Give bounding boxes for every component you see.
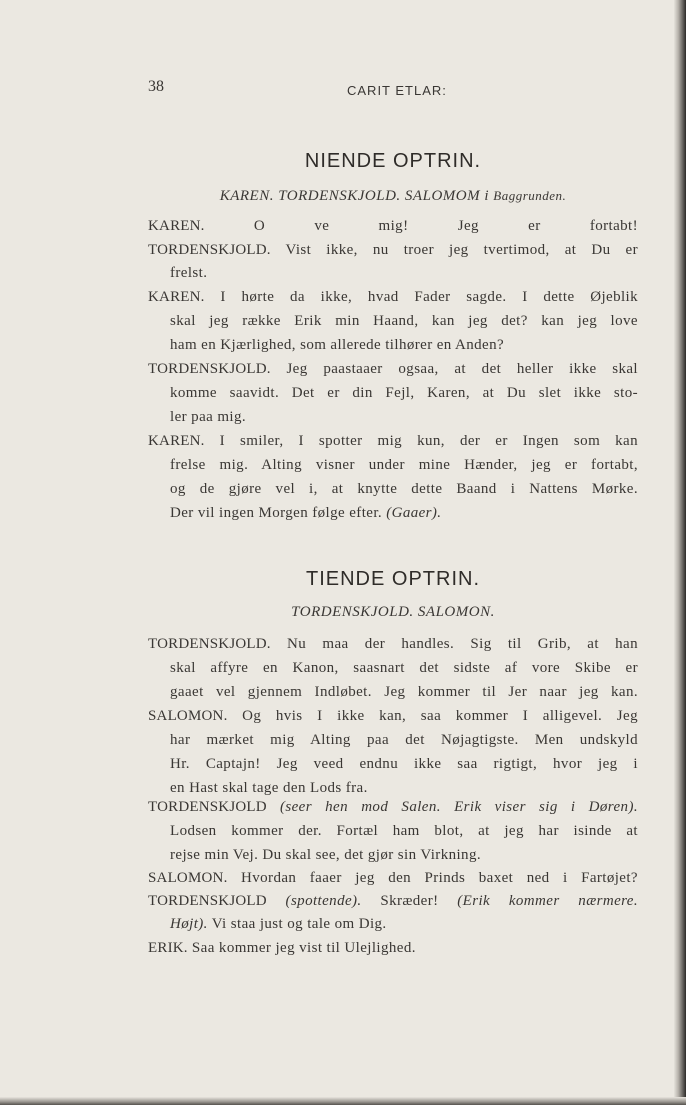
scene-10-title: TIENDE OPTRIN. — [305, 568, 480, 590]
text-line — [170, 385, 638, 402]
speaker-name: TORDENSKJOLD. — [148, 361, 271, 377]
dialogue-text: Hr. Captajn! Jeg veed endnu ikke saa rigtigt, hvor jeg i — [170, 756, 638, 772]
text-line — [148, 242, 638, 259]
text-line — [148, 940, 638, 957]
dialogue-text: og de gjøre vel i, at knytte dette Baand i Nattens Mørke. — [170, 481, 638, 497]
speaker-name: KAREN. — [148, 289, 205, 305]
stage-direction: Højt). — [170, 916, 208, 932]
dialogue-text: skal jeg række Erik min Haand, kan jeg det? kan jeg love — [170, 313, 638, 329]
dialogue-text: Nu maa der handles. Sig til Grib, at han — [287, 636, 639, 652]
dialogue-text: gaaet vel gjennem Indløbet. Jeg kommer til Jer naar jeg kan. — [170, 684, 638, 700]
text-line — [170, 847, 638, 864]
dialogue-text: Vist ikke, nu troer jeg tvertimod, at Du er — [285, 242, 638, 258]
text-line — [170, 505, 638, 522]
dialogue-text: frelst. — [170, 265, 208, 281]
text-line — [170, 481, 638, 498]
dialogue-text: Saa kommer jeg vist til Ulejlighed. — [191, 940, 416, 956]
text-line — [170, 457, 638, 474]
dialogue-text: Hvordan faaer jeg den Prinds baxet ned i Fartøjet? — [241, 870, 638, 886]
dialogue-text: Skræder! — [380, 893, 439, 909]
text-line — [170, 823, 638, 840]
dialogue-text: Vi staa just og tale om Dig. — [211, 916, 387, 932]
text-line — [148, 361, 638, 378]
text-line — [170, 780, 638, 797]
dialogue-text: ler paa mig. — [170, 409, 247, 425]
text-line — [170, 660, 638, 677]
stage-direction: (Erik kommer nærmere. — [457, 893, 639, 909]
speaker-name: ERIK. — [148, 940, 188, 956]
dialogue-text: O ve mig! Jeg er fortabt! — [253, 218, 639, 234]
dialogue-text: I hørte da ikke, hvad Fader sagde. I dette Øjeblik — [220, 289, 638, 305]
dialogue-text: rejse min Vej. Du skal see, det gjør sin Virkning. — [170, 847, 482, 863]
speaker-name: TORDENSKJOLD. — [148, 242, 271, 258]
text-line — [170, 756, 638, 773]
text-line — [148, 636, 638, 653]
dialogue-text: I smiler, I spotter mig kun, der er Ingen som kan — [219, 433, 638, 449]
scene-9-cast-main: KAREN. TORDENSKJOLD. SALOMOM i — [219, 188, 490, 204]
scene-10-cast-main: TORDENSKJOLD. SALOMON. — [291, 604, 495, 620]
page-bottom-edge — [0, 1097, 686, 1105]
page-edge-shadow — [674, 0, 686, 1105]
dialogue-text: frelse mig. Alting visner under mine Hænder, jeg er fortabt, — [170, 457, 638, 473]
scene-10-cast — [148, 604, 638, 621]
text-line — [148, 799, 638, 816]
text-line — [170, 337, 638, 354]
page-number: 38 — [148, 78, 164, 95]
speaker-name: SALOMON. — [148, 870, 228, 886]
speaker-name: TORDENSKJOLD. — [148, 636, 271, 652]
dialogue-text: har mærket mig Alting paa det Nøjagtigste. Men undskyld — [170, 732, 638, 748]
text-line — [170, 916, 638, 933]
speaker-name: KAREN. — [148, 218, 205, 234]
dialogue-text: Lodsen kommer der. Fortæl ham blot, at jeg har isinde at — [170, 823, 638, 839]
speaker-name: SALOMON. — [148, 708, 228, 724]
page-header — [148, 78, 638, 102]
speaker-name: TORDENSKJOLD — [148, 799, 267, 815]
dialogue-text: skal affyre en Kanon, saasnart det sidste af vore Skibe er — [170, 660, 638, 676]
dialogue-text: komme saavidt. Det er din Fejl, Karen, at Du slet ikke sto- — [170, 385, 638, 401]
text-line — [170, 409, 638, 426]
text-line — [148, 289, 638, 306]
stage-direction: (Gaaer). — [386, 505, 442, 521]
text-line — [148, 893, 638, 910]
text-line — [148, 708, 638, 725]
dialogue-text: ham en Kjærlighed, som allerede tilhører en Anden? — [170, 337, 505, 353]
dialogue-text: Og hvis I ikke kan, saa kommer I alligevel. Jeg — [242, 708, 638, 724]
text-line — [170, 265, 638, 282]
dialogue-text: Der vil ingen Morgen følge efter. — [170, 505, 383, 521]
speaker-name: KAREN. — [148, 433, 205, 449]
text-line — [170, 732, 638, 749]
text-line — [170, 313, 638, 330]
text-line — [148, 870, 638, 887]
scene-9-cast — [148, 188, 638, 205]
scene-9-title: NIENDE OPTRIN. — [304, 150, 482, 172]
dialogue-text: Jeg paastaaer ogsaa, at det heller ikke skal — [286, 361, 638, 377]
text-line — [170, 684, 638, 701]
text-line — [148, 218, 638, 235]
scene-9-cast-small: Baggrunden. — [493, 188, 567, 203]
speaker-name: TORDENSKJOLD — [148, 893, 267, 909]
stage-direction: (spottende). — [285, 893, 362, 909]
text-line — [148, 433, 638, 450]
dialogue-text: en Hast skal tage den Lods fra. — [170, 780, 368, 796]
running-head: CARIT ETLAR: — [347, 83, 447, 98]
stage-direction: (seer hen mod Salen. Erik viser sig i Døren). — [279, 799, 638, 815]
